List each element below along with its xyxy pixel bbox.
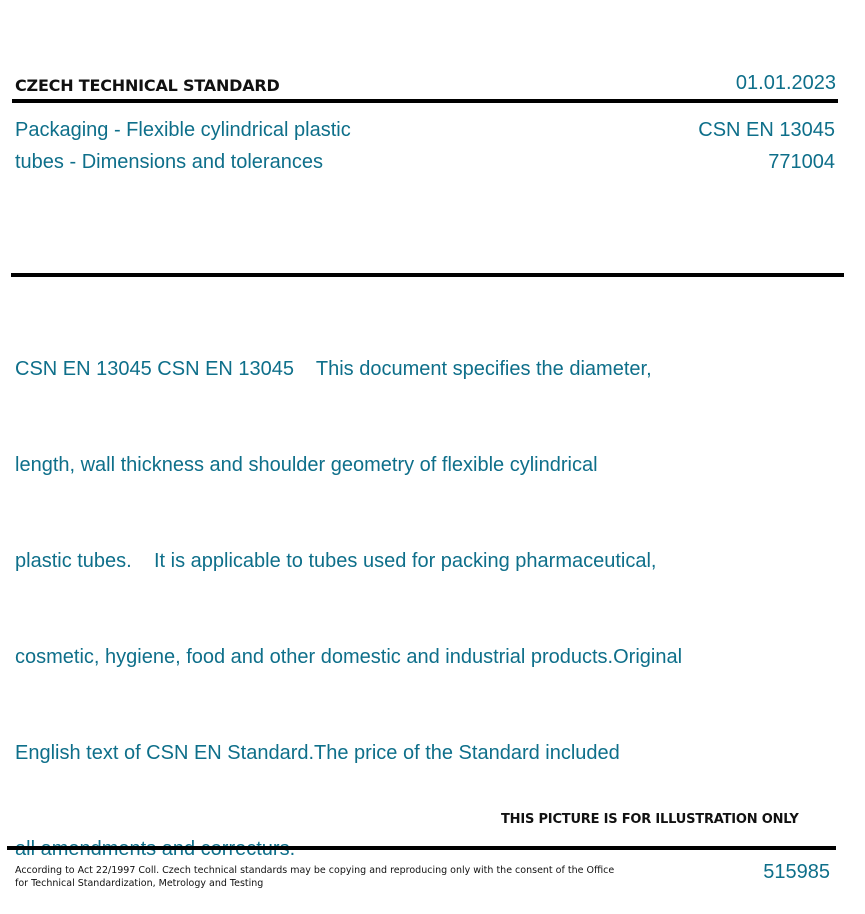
document-title (15, 114, 435, 178)
document-title-line-1: Packaging - Flexible cylindrical plastic (15, 119, 351, 141)
page-title: CZECH TECHNICAL STANDARD (15, 76, 280, 95)
footer-divider (7, 846, 836, 850)
abstract-line: CSN EN 13045 CSN EN 13045 This document specifies the diameter, (15, 358, 652, 380)
abstract-line: English text of CSN EN Standard.The price of the Standard included (15, 742, 620, 764)
abstract-text (15, 289, 745, 897)
abstract-line: cosmetic, hygiene, food and other domestic and industrial products.Original (15, 646, 683, 668)
product-id: 515985 (763, 861, 830, 883)
section-divider (11, 273, 844, 277)
illustration-notice: THIS PICTURE IS FOR ILLUSTRATION ONLY (501, 812, 799, 827)
class-number: 771004 (768, 151, 835, 173)
legal-notice-line-2: for Technical Standardization, Metrology and Testing (15, 878, 264, 889)
legal-notice-line-1: According to Act 22/1997 Coll. Czech technical standards may be copying and reproducing only with the consent of the Office (15, 865, 615, 876)
standard-code: CSN EN 13045 (698, 119, 835, 141)
abstract-line: length, wall thickness and shoulder geometry of flexible cylindrical (15, 454, 598, 476)
document-title-line-2: tubes - Dimensions and tolerances (15, 151, 323, 173)
abstract-line: plastic tubes. It is applicable to tubes used for packing pharmaceutical, (15, 550, 657, 572)
publication-date: 01.01.2023 (735, 72, 836, 94)
header-divider (12, 99, 838, 103)
document-identifiers (698, 114, 835, 178)
legal-notice (15, 864, 615, 890)
